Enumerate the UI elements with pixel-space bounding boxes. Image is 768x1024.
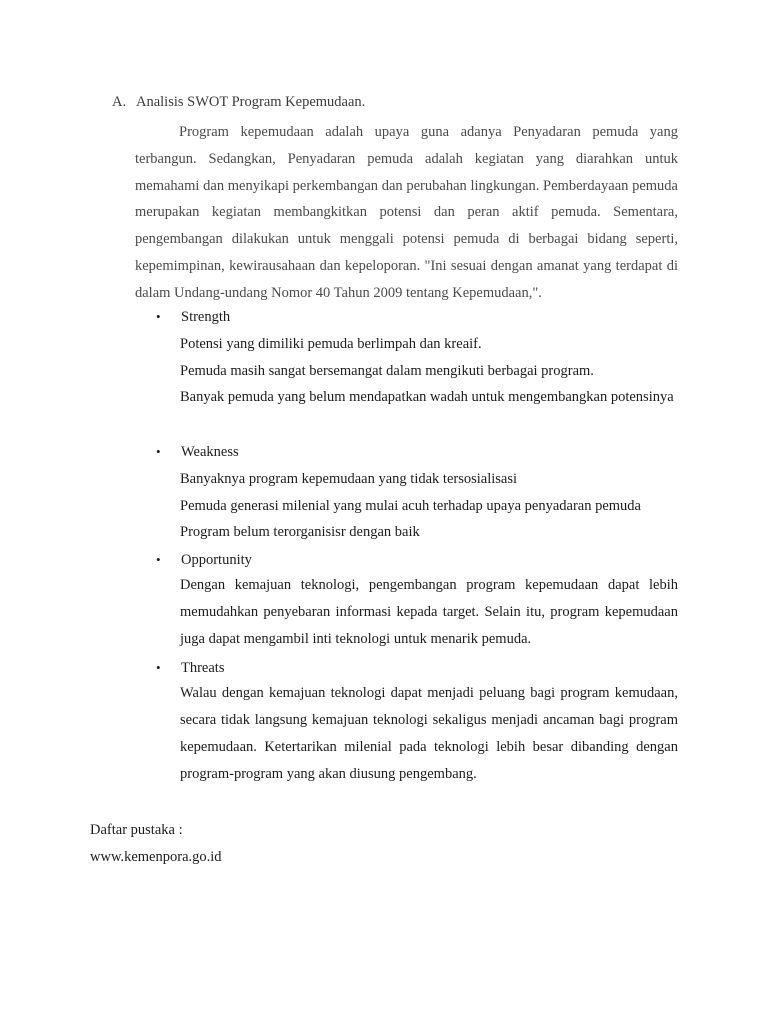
- strength-item-3: Banyak pemuda yang belum mendapatkan wadah untuk mengembangkan potensinya: [180, 389, 674, 405]
- opportunity-text: Dengan kemajuan teknologi, pengembangan program kepemudaan dapat lebih memudahkan penyebaran informasi kepada target. Selain itu, program kepemudaan juga dapat mengambil inti teknologi untuk menarik pemuda.: [180, 577, 678, 647]
- reference-link[interactable]: www.kemenpora.go.id: [90, 849, 222, 865]
- threats-heading: [156, 658, 224, 678]
- threats-text: Walau dengan kemajuan teknologi dapat menjadi peluang bagi program kemudaan, secara tidak langsung kemajuan teknologi sekaligus menjadi ancaman bagi program kepemudaan. Ketertarikan milenial pada teknologi lebih besar dibanding dengan program-program yang akan diusung pengembang.: [180, 685, 678, 782]
- opportunity-title: Opportunity: [181, 552, 252, 568]
- section-heading: [112, 92, 365, 112]
- opportunity-heading: [156, 550, 252, 570]
- bullet-icon: •: [156, 552, 161, 567]
- bullet-icon: •: [156, 444, 161, 459]
- section-marker: A.: [112, 94, 127, 110]
- weakness-item-2: Pemuda generasi milenial yang mulai acuh terhadap upaya penyadaran pemuda: [180, 498, 641, 514]
- strength-item-1: Potensi yang dimiliki pemuda berlimpah dan kreaif.: [180, 336, 482, 352]
- strength-title: Strength: [181, 309, 231, 325]
- weakness-item-3: Program belum terorganisisr dengan baik: [180, 524, 420, 540]
- threats-title: Threats: [181, 660, 225, 676]
- intro-paragraph: Program kepemudaan adalah upaya guna adanya Penyadaran pemuda yang terbangun. Sedangkan, Penyadaran pemuda adalah kegiatan yang diarahkan untuk memahami dan menyikapi perkembangan dan perubahan lingkungan. Pemberdayaan pemuda merupakan kegiatan membangkitkan potensi dan peran aktif pemuda. Sementara, pengembangan dilakukan untuk menggali potensi pemuda di berbagai bidang seperti, kepemimpinan, kewirausahaan dan kepeloporan. "Ini sesuai dengan amanat yang terdapat di dalam Undang-undang Nomor 40 Tahun 2009 tentang Kepemudaan,".: [135, 124, 678, 301]
- bullet-icon: •: [156, 309, 161, 324]
- section-title: Analisis SWOT Program Kepemudaan.: [136, 94, 366, 110]
- strength-item-2: Pemuda masih sangat bersemangat dalam mengikuti berbagai program.: [180, 363, 594, 379]
- strength-heading: [156, 307, 230, 327]
- references-title: Daftar pustaka :: [90, 822, 183, 838]
- bullet-icon: •: [156, 660, 161, 675]
- weakness-title: Weakness: [181, 444, 239, 460]
- weakness-heading: [156, 442, 239, 462]
- weakness-item-1: Banyaknya program kepemudaan yang tidak tersosialisasi: [180, 471, 518, 487]
